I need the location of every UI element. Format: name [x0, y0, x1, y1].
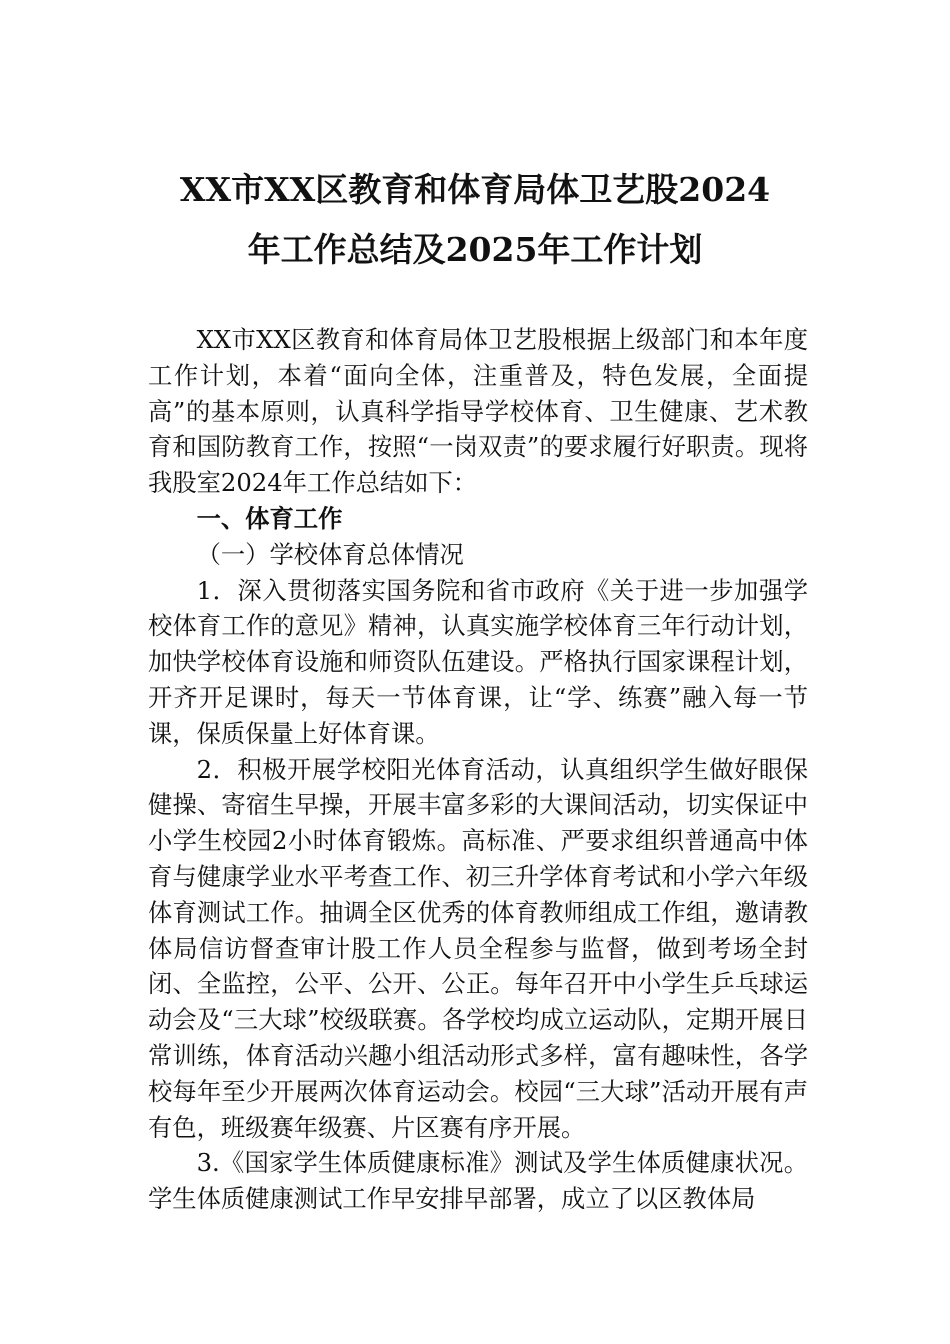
section-heading-sports: 一、体育工作 [196, 503, 343, 533]
document-title [100, 160, 850, 280]
paragraph-item-2: 2．积极开展学校阳光体育活动，认真组织学生做好眼保健操、寄宿生早操，开展丰富多彩的大课间活动，切实保证中小学生校园2小时体育锻炼。高标准、严要求组织普通高中体育与健康学业水平考查工作、初三升学体育考试和小学六年级体育测试工作。抽调全区优秀的体育教师组成工作组，邀请教体局信访督查审计股工作人员全程参与监督，做到考场全封闭、全监控，公平、公开、公正。每年召开中小学生乒乓球运动会及“三大球”校级联赛。各学校均成立运动队，定期开展日常训练，体育活动兴趣小组活动形式多样，富有趣味性，各学校每年至少开展两次体育运动会。校园“三大球”活动开展有声有色，班级赛年级赛、片区赛有序开展。 [148, 754, 808, 1142]
document-body [148, 322, 808, 1217]
paragraph-item-1: 1．深入贯彻落实国务院和省市政府《关于进一步加强学校体育工作的意见》精神，认真实施学校体育三年行动计划，加快学校体育设施和师资队伍建设。严格执行国家课程计划，开齐开足课时，每天一节体育课，让“学、练赛”融入每一节课，保质保量上好体育课。 [148, 575, 808, 748]
title-line-1: XX市XX区教育和体育局体卫艺股2024 [179, 170, 771, 209]
intro-paragraph: XX市XX区教育和体育局体卫艺股根据上级部门和本年度工作计划，本着“面向全体，注重普及，特色发展，全面提高”的基本原则，认真科学指导学校体育、卫生健康、艺术教育和国防教育工作，按照“一岗双责”的要求履行好职责。现将我股室2024年工作总结如下： [148, 325, 808, 498]
title-line-2: 年工作总结及2025年工作计划 [247, 230, 703, 269]
paragraph-item-3: 3.《国家学生体质健康标准》测试及学生体质健康状况。学生体质健康测试工作早安排早部署，成立了以区教体局 [148, 1148, 808, 1214]
subsection-heading-school-sports: （一）学校体育总体情况 [196, 539, 464, 569]
